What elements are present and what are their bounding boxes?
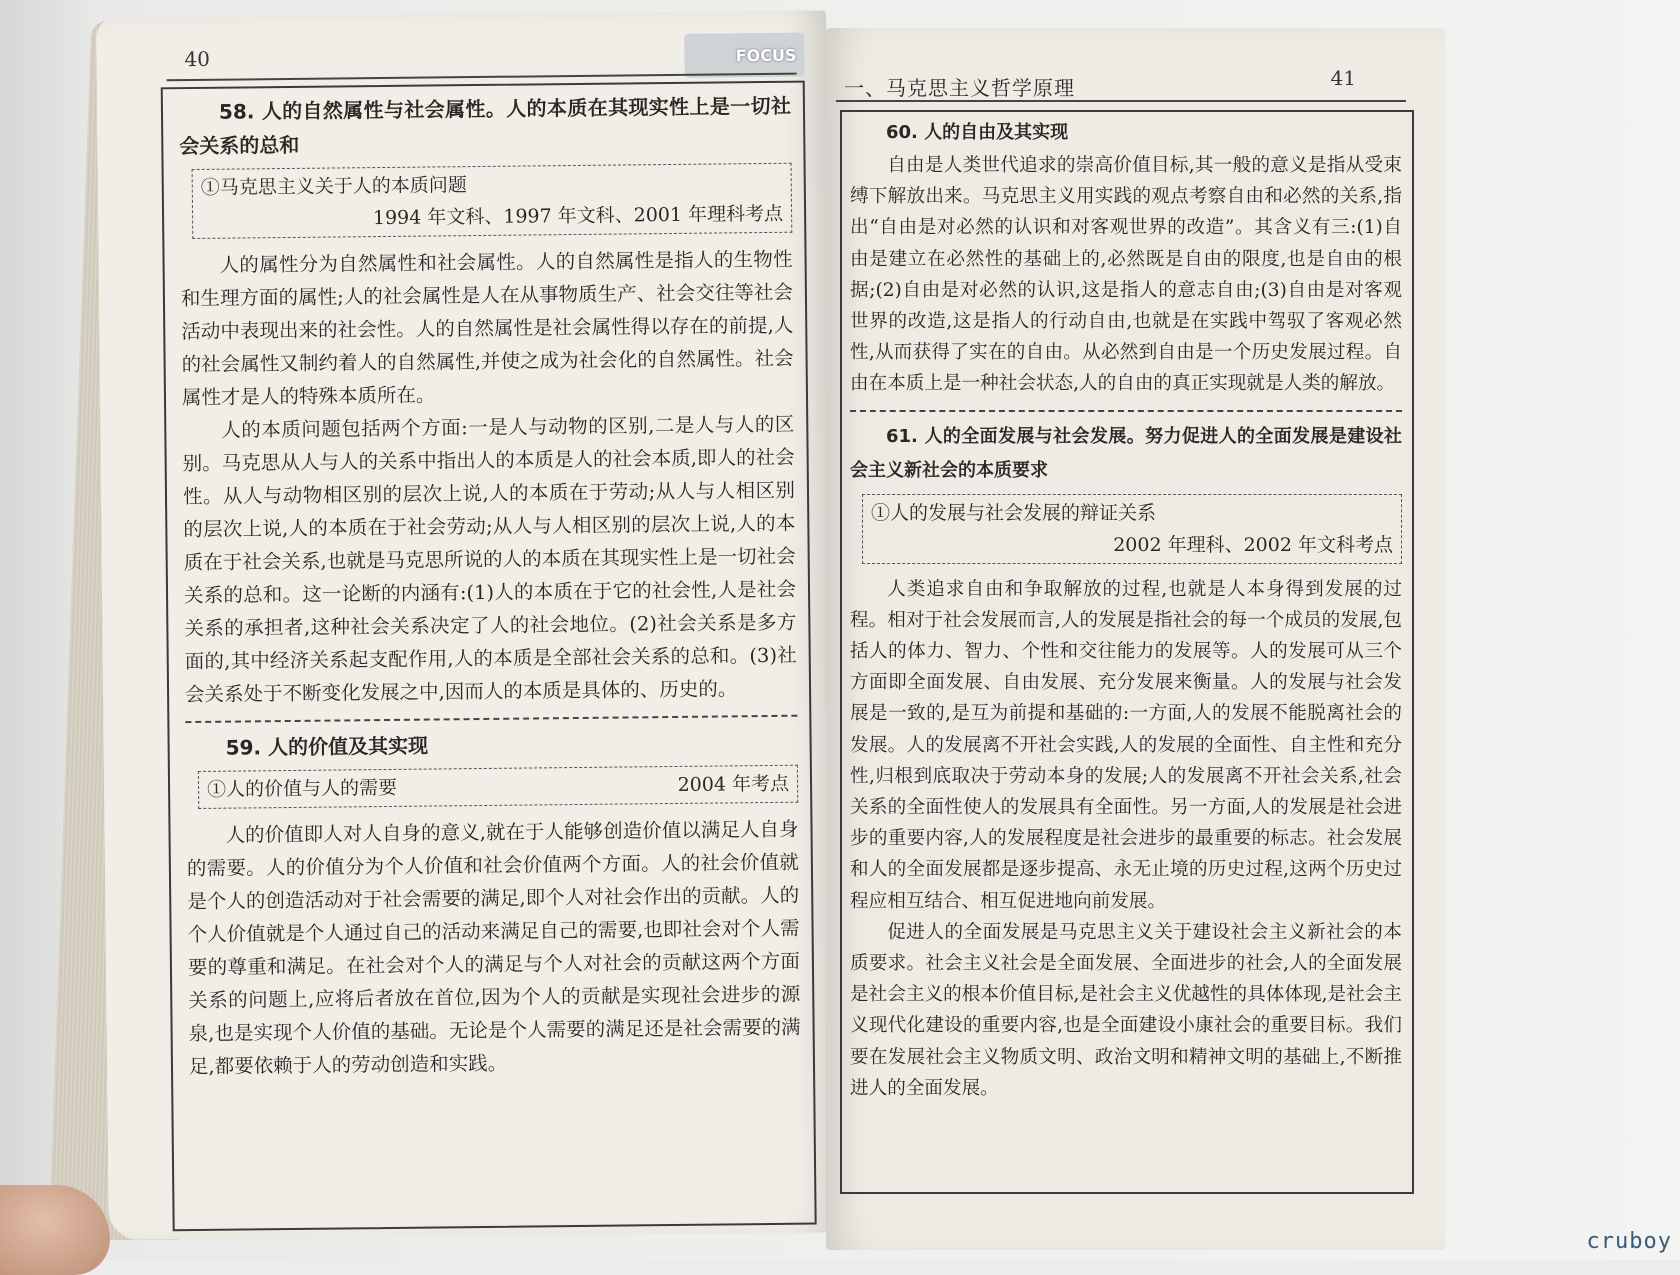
keypoint-years: 2002 年理科、2002 年文科考点: [1113, 533, 1393, 556]
right-content: [850, 116, 1402, 1104]
section-title-59: 59. 人的价值及其实现: [225, 733, 429, 760]
paragraph: 人的本质问题包括两个方面:一是人与动物的区别,二是人与人的区别。马克思从人与人的关系中指出人的本质是人的社会本质,即人的社会性。从人与动物相区别的层次上说,人的本质在于劳动;从人与人相区别的层次上说,人的本质在于社会劳动;从人与人相区别的层次上说,人的本质在于社会关系,也就是马克思所说的人的本质在其现实性上是一切社会关系的总和。这一论断的内涵有:(1)人的本质在于它的社会性,人是社会关系的承担者,这种社会关系决定了人的社会地位。(2)社会关系是多方面的,其中经济关系起支配作用,人的本质是全部社会关系的总和。(3)社会关系处于不断变化发展之中,因而人的本质是具体的、历史的。: [182, 412, 797, 707]
header-rule: [836, 100, 1406, 102]
paragraph: 人的属性分为自然属性和社会属性。人的自然属性是指人的生物性和生理方面的属性;人的社会属性是人在从事物质生产、社会交往等社会活动中表现出来的社会性。人的自然属性是社会属性得以存在的前提,人的社会属性又制约着人的自然属性,并使之成为社会化的自然属性。社会属性才是人的特殊本质所在。: [180, 247, 794, 410]
logo-text: FOCUS: [735, 45, 797, 65]
left-content: [179, 89, 801, 1083]
focus-logo: [684, 33, 804, 78]
section-title-61: 61. 人的全面发展与社会发展。努力促进人的全面发展是建设社会主义新社会的本质要求: [850, 425, 1402, 481]
paragraph: 促进人的全面发展是马克思主义关于建设社会主义新社会的本质要求。社会主义社会是全面发展、全面进步的社会,人的全面发展是社会主义的根本价值目标,是社会主义优越性的具体体现,是社会主义现代化建设的重要内容,也是全面建设小康社会的重要目标。我们要在发展社会主义物质文明、政治文明和精神文明的基础上,不断推进人的全面发展。: [850, 921, 1402, 1099]
keypoint-box-61: [862, 494, 1402, 564]
section-divider: [185, 715, 797, 723]
keypoint-topic: ①马克思主义关于人的本质问题: [200, 174, 467, 199]
keypoint-years: 1994 年文科、1997 年文科、2001 年理科考点: [372, 202, 784, 230]
section-divider: [850, 410, 1402, 412]
keypoint-topic: ①人的发展与社会发展的辩证关系: [871, 501, 1157, 524]
paragraph: 人的价值即人对人自身的意义,就在于人能够创造价值以满足人自身的需要。人的价值分为个人价值和社会价值两个方面。人的社会价值就是个人的创造活动对于社会需要的满足,即个人对社会作出的贡献。人的个人价值就是个人通过自己的活动来满足自己的需要,也即社会对个人需要的尊重和满足。在社会对个人的满足与个人对社会的贡献这两个方面关系的问题上,应将后者放在首位,因为个人的贡献是实现社会进步的源泉,也是实现个人价值的基础。无论是个人需要的满足还是社会需要的满足,都要依赖于人的劳动创造和实践。: [186, 817, 801, 1079]
left-page: [96, 10, 839, 1240]
watermark: cruboy: [1586, 1229, 1672, 1254]
keypoint-box-59: [198, 765, 798, 809]
section-title-58: 58. 人的自然属性与社会属性。人的本质在其现实性上是一切社会关系的总和: [179, 93, 792, 159]
running-head: 一、马克思主义哲学原理: [844, 76, 1075, 100]
keypoint-years: 2004 年考点: [677, 772, 790, 796]
keypoint-topic: ①人的价值与人的需要: [206, 776, 398, 801]
paragraph: 人类追求自由和争取解放的过程,也就是人本身得到发展的过程。相对于社会发展而言,人的发展是指社会的每一个成员的发展,包括人的体力、智力、个性和交往能力的发展等。人的发展可从三个方面即全面发展、自由发展、充分发展来衡量。人的发展与社会发展是一致的,是互为前提和基础的:一方面,人的发展不能脱离社会的发展。人的发展离不开社会实践,人的发展的全面性、自主性和充分性,归根到底取决于劳动本身的发展;人的发展离不开社会关系,社会关系的全面性使人的发展具有全面性。另一方面,人的发展是社会进步的重要内容,人的发展程度是社会进步的最重要的标志。社会发展和人的全面发展都是逐步提高、永无止境的历史过程,这两个历史过程应相互结合、相互促进地向前发展。: [850, 578, 1402, 912]
page-number-left: 40: [184, 46, 211, 72]
paragraph: 自由是人类世代追求的崇高价值目标,其一般的意义是指从受束缚下解放出来。马克思主义用实践的观点考察自由和必然的关系,指出“自由是对必然的认识和对客观世界的改造”。其含义有三:(1)自由是建立在必然性的基础上的,必然既是自由的限度,也是自由的根据;(2)自由是对必然的认识,这是指人的意志自由;(3)自由是对客观世界的改造,这是指人的行动自由,也就是在实践中驾驭了客观必然性,从而获得了实在的自由。从必然到自由是一个历史发展过程。自由在本质上是一种社会状态,人的自由的真正实现就是人类的解放。: [850, 155, 1402, 395]
right-page: [826, 28, 1446, 1250]
keypoint-box-58: [192, 163, 793, 239]
section-title-60: 60. 人的自由及其实现: [886, 122, 1069, 143]
page-number-right: 41: [1330, 66, 1356, 90]
